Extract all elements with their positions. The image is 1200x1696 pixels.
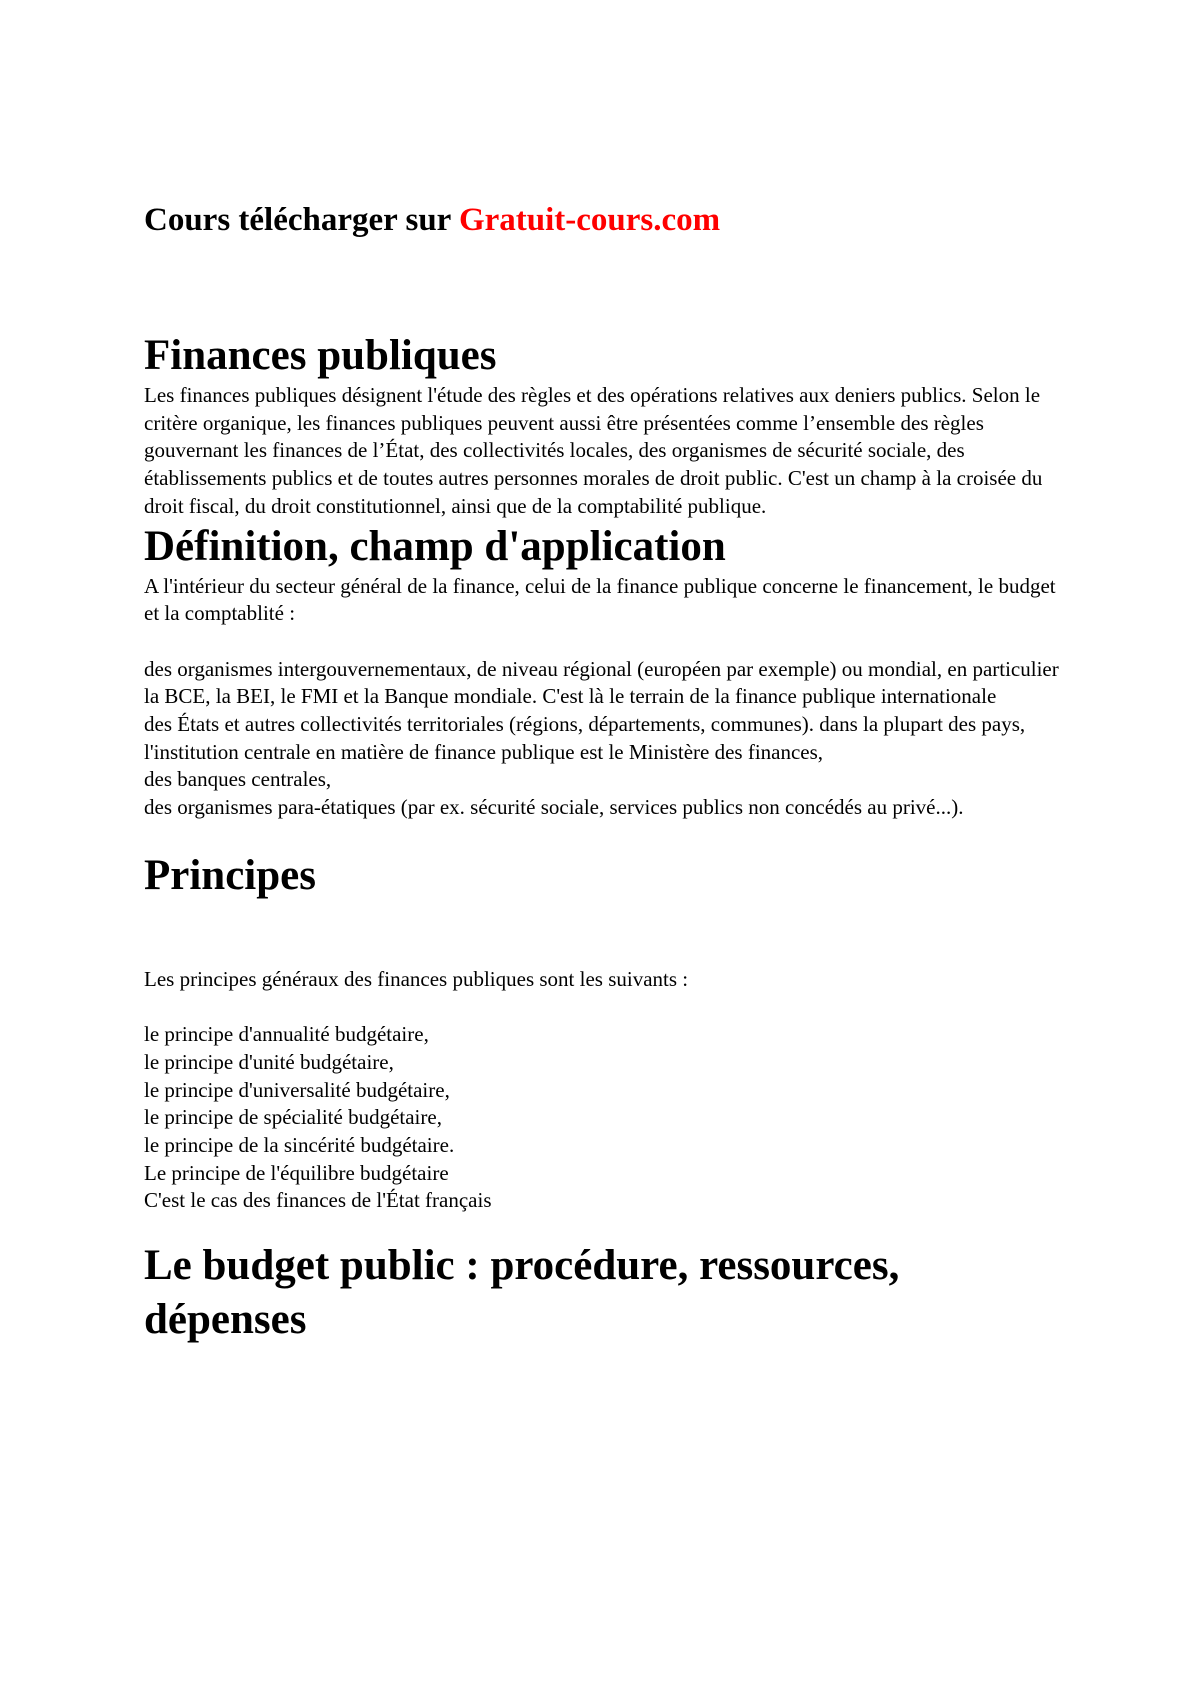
list-item: le principe de spécialité budgétaire, <box>144 1105 442 1130</box>
heading-definition: Définition, champ d'application <box>144 522 726 570</box>
paragraph-principes-intro: Les principes généraux des finances publiques sont les suivants : <box>144 966 689 991</box>
list-item: des États et autres collectivités territoriales (régions, départements, communes). dans la plupart des pays, l'institution centrale en matière de finance publique est le Ministère des finances, <box>144 712 1026 764</box>
heading-finances-publiques: Finances publiques <box>144 332 497 379</box>
list-item: des banques centrales, <box>144 767 332 792</box>
download-banner <box>144 200 720 240</box>
site-link[interactable]: Gratuit-cours.com <box>458 202 721 238</box>
list-item: le principe d'annualité budgétaire, <box>144 1022 429 1047</box>
list-item: Le principe de l'équilibre budgétaire <box>144 1160 449 1185</box>
list-item: le principe d'unité budgétaire, <box>144 1049 394 1074</box>
banner-prefix: Cours télécharger sur <box>144 202 459 238</box>
heading-principes: Principes <box>144 851 316 899</box>
list-item: le principe d'universalité budgétaire, <box>144 1077 450 1102</box>
document-content <box>144 330 1064 1347</box>
list-item: le principe de la sincérité budgétaire. <box>144 1133 455 1158</box>
paragraph-finances-publiques: Les finances publiques désignent l'étude des règles et des opérations relatives aux deniers publics. Selon le critère organique, les finances publiques peuvent aussi être présentées comme l’ensemble des règles gouvernant les finances de l’État, des collectivités locales, des organismes de sécurité sociale, des établissements publics et de toutes autres personnes morales de droit public. C'est un champ à la croisée du droit fiscal, du droit constitutionnel, ainsi que de la comptabilité publique. <box>144 383 1043 518</box>
spacer <box>144 902 1064 966</box>
list-item: C'est le cas des finances de l'État français <box>144 1188 492 1213</box>
spacer <box>144 628 1064 656</box>
heading-budget-public: Le budget public : procédure, ressources, dépenses <box>144 1242 900 1344</box>
list-item: des organismes intergouvernementaux, de niveau régional (européen par exemple) ou mondial, en particulier la BCE, la BEI, le FMI et la Banque mondiale. C'est là le terrain de la finance publique internationale <box>144 656 1059 709</box>
spacer <box>144 994 1064 1022</box>
paragraph-definition-intro: A l'intérieur du secteur général de la finance, celui de la finance publique concerne le financement, le budget et la comptablité : <box>144 573 1056 626</box>
list-item: des organismes para-étatiques (par ex. sécurité sociale, services publics non concédés au privé...). <box>144 795 964 820</box>
